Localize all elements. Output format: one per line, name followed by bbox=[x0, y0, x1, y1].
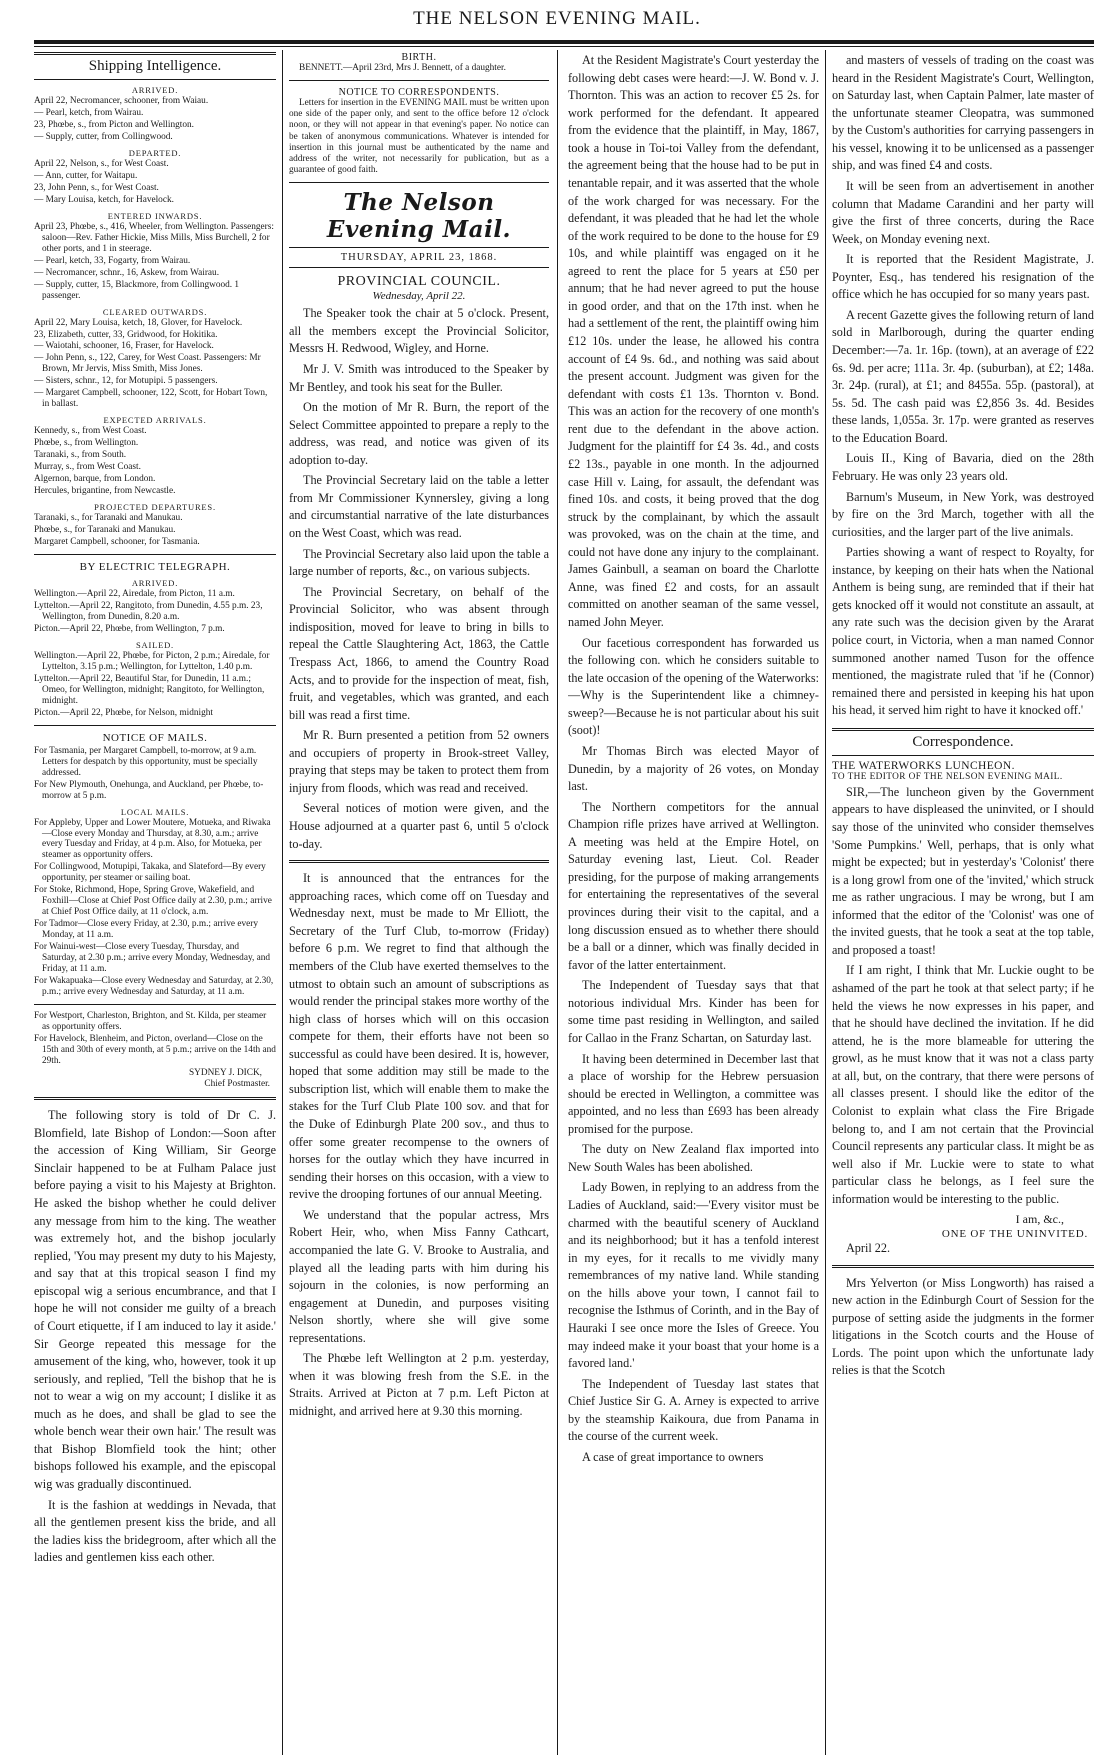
paragraph: Phœbe, s., for Taranaki and Manukau. bbox=[34, 525, 176, 536]
column-1 bbox=[34, 52, 276, 1752]
paragraph: April 23, Phœbe, s., 416, Wheeler, from Wellington. Passengers: saloon—Rev. Father Hickie, Miss Mills, Miss Burchell, 2 for other ports, and 1 in steerage. bbox=[34, 221, 274, 254]
shipping-heading: Shipping Intelligence. bbox=[34, 52, 276, 80]
paragraph: It is reported that the Resident Magistrate, J. Poynter, Esq., has tendered his resignation of the office which he has occupied for so many years past. bbox=[832, 252, 1094, 302]
paragraph: — Necromancer, schnr., 16, Askew, from Wairau. bbox=[34, 267, 220, 278]
paragraph: April 22, Mary Louisa, ketch, 18, Glover, for Havelock. bbox=[34, 317, 243, 328]
paragraph: The Phœbe left Wellington at 2 p.m. yesterday, when it was blowing fresh from the S.E. in the Straits. Arrived at Picton at 7 p.m. Left Picton at midnight, and arrived here at 9.30 this morning. bbox=[289, 1351, 549, 1418]
paragraph: For New Plymouth, Onehunga, and Auckland, per Phœbe, to-morrow at 5 p.m. bbox=[34, 779, 264, 801]
paragraph: For Tadmor—Close every Friday, at 2.30, p.m.; arrive every Monday, at 11 a.m. bbox=[34, 919, 258, 941]
tel-arrived-heading: ARRIVED. bbox=[131, 578, 179, 588]
news-text bbox=[568, 52, 819, 1466]
races-text bbox=[289, 870, 549, 1420]
arrived-heading: ARRIVED. bbox=[131, 85, 179, 95]
divider bbox=[34, 725, 276, 726]
paragraph: — Ann, cutter, for Waitapu. bbox=[34, 170, 138, 181]
notice-heading: NOTICE TO CORRESPONDENTS. bbox=[338, 87, 500, 99]
paragraph: The duty on New Zealand flax imported into New South Wales has been abolished. bbox=[568, 1142, 819, 1174]
paragraph: — Sisters, schnr., 12, for Motupipi. 5 passengers. bbox=[34, 376, 218, 387]
paragraph: For Wainui-west—Close every Tuesday, Thursday, and Saturday, at 2.30 p.m.; arrive every Monday, Wednesday, and Friday, at 11 a.m. bbox=[34, 942, 271, 975]
paragraph: — Margaret Campbell, schooner, 122, Scott, for Hobart Town, in ballast. bbox=[34, 388, 268, 410]
paragraph: The Northern competitors for the annual Champion rifle prizes have arrived at Wellington. A meeting was held at the Empire Hotel, on Saturday evening last, Lieut. Col. Reader presiding, for the purpose of making arrangements for entertaining the representatives of the several provinces during their visit to the capital, and a long discussion ensued as to whether there should be a ball or a dinner, which was finally decided in favor of the latter entertainment. bbox=[568, 799, 819, 972]
paragraph: We understand that the popular actress, Mrs Robert Heir, who, when Miss Fanny Cathcart, accompanied the late G. V. Brooke to Australia, and played all the leading parts with him during his sojourn in the colonies, is now performing an engagement at Dunedin, and purposes visiting Nelson shortly, where she will give some representations. bbox=[289, 1207, 549, 1345]
paragraph: Margaret Campbell, schooner, for Tasmania. bbox=[34, 537, 200, 548]
entered-list bbox=[34, 222, 276, 302]
paragraph: — Pearl, ketch, from Wairau. bbox=[34, 107, 144, 118]
paper-title: The Nelson Evening Mail. bbox=[326, 189, 512, 244]
paragraph: — Mary Louisa, ketch, for Havelock. bbox=[34, 194, 174, 205]
paragraph: 23, John Penn, s., for West Coast. bbox=[34, 182, 159, 193]
letter-text bbox=[832, 784, 1094, 1209]
paragraph: Lyttelton.—April 22, Beautiful Star, for Dunedin, 11 a.m.; Omeo, for Wellington, midnight; Rangitoto, for Wellington, midnight. bbox=[34, 673, 265, 706]
paragraph: For Collingwood, Motupipi, Takaka, and Slateford—By every opportunity, per steamer or sailing boat. bbox=[34, 862, 266, 884]
paragraph: It is announced that the entrances for the approaching races, which come off on Tuesday and Wednesday next, must be made to Mr Elliott, the Secretary of the Turf Club, to-morrow (Friday) before 6 p.m. We regret to find that although the members of the Club have exerted themselves to the utmost to obtain such an amount of subscriptions as would render the principal stakes more worthy of the high class of horses which will on this occasion compete for them, their efforts have not been so successful as could have been desired. It is, however, hoped that some addition may still be made to the subscription list, which will enable them to make the stakes for the Turf Club Plate 100 sov. and that for the Duke of Edinburgh Plate 200 sov., and thus to offer some greater recompense to the owners of horses for the outlay which they have incurred in sending their horses on this occasion, with a view to revive the drooping fortunes of our annual Meeting. bbox=[289, 871, 549, 1202]
paragraph: Barnum's Museum, in New York, was destroyed by fire on the 3rd March, together with all the curiosities, and the larger part of the live animals. bbox=[832, 489, 1094, 539]
council-date: Wednesday, April 22. bbox=[372, 290, 466, 303]
paragraph: Phœbe, s., from Wellington. bbox=[34, 438, 139, 449]
dateline: THURSDAY, APRIL 23, 1868. bbox=[289, 247, 549, 268]
paragraph: Picton.—April 22, Phœbe, for Nelson, midnight bbox=[34, 707, 213, 718]
departed-heading: DEPARTED. bbox=[128, 147, 182, 158]
mails-heading: NOTICE OF MAILS. bbox=[102, 731, 208, 744]
masthead-rule-thin bbox=[34, 46, 1094, 47]
paragraph: Louis II., King of Bavaria, died on the 28th February. He was only 23 years old. bbox=[832, 451, 1094, 483]
paragraph: At the Resident Magistrate's Court yesterday the following debt cases were heard:—J. W. Bond v. J. Thornton. This was an action to recover £5 2s. for work performed for the defendant. It appeared from the evidence that the plaintiff, in May, 1867, took a house in Toi-toi Valley from the defendant, the agreement being that the house had to be put in tenantable repair, and it was asserted that the whole of the work charged for was necessary. For the defendant, it was pleaded that he had let the whole of the work required to be done to the house for £9 10s, and while plaintiff was engaged on it he agreed to rent the place for 5 years at £50 per annum; that he had never agreed to put the house in good order, and that on the 17th inst. when he had a settlement of the rent, the plaintiff owing him £12 10s. under the lease, he allowed his contra account of £4 9s. 6d., and nothing was said about the present account. Judgment was given for the defendant with costs £1 13s. Thornton v. Bond. This was an action for the recovery of one month's rent due to the defendant in the above action. Judgment for the plaintiff for £4 3s. 4d., and costs £2 13s., payable in one month. In the adjourned case Hill v. Laing, for assault, the defendant was fined 10s. and costs, it being proved that the dog struck by the complainant, by which the assault was provoked, was on the chain at the time, and could not have done any injury to the complainant. James Gainbull, a seaman on board the Charlotte Anne, was fined £2 and costs, for an assault committed on another seaman of the same vessel, named John Meyer. bbox=[568, 53, 819, 629]
paragraph: It is the fashion at weddings in Nevada, that all the gentlemen present kiss the bride, and all the ladies kiss the bridegroom, after which all the ladies and gentlemen kiss each other. bbox=[34, 1497, 276, 1565]
column-4 bbox=[832, 52, 1094, 1752]
departed-list bbox=[34, 159, 276, 206]
column-2 bbox=[289, 52, 549, 1752]
mails-extra-list bbox=[34, 1011, 276, 1067]
birth-heading: BIRTH. bbox=[401, 52, 437, 63]
paragraph: April 22, Necromancer, schooner, from Waiau. bbox=[34, 96, 209, 106]
paragraph: A case of great importance to owners bbox=[582, 1449, 764, 1464]
arrived-list bbox=[34, 96, 276, 143]
paragraph: — Supply, cutter, from Collingwood. bbox=[34, 131, 173, 142]
paragraph: and masters of vessels of trading on the coast was heard in the Resident Magistrate's Court, Wellington, on Saturday last, when Captain Palmer, late master of the unfortunate steamer Cleopatra, was summoned by the Custom's authorities for carrying passengers in his vessel, knowing it to be unlicensed as a passenger ship, and was fined £4 and costs. bbox=[832, 53, 1094, 173]
paragraph: For Westport, Charleston, Brighton, and St. Kilda, per steamer as opportunity offers. bbox=[34, 1011, 267, 1032]
news-text-continued bbox=[832, 52, 1094, 720]
divider bbox=[289, 860, 549, 863]
divider bbox=[34, 1097, 276, 1100]
divider bbox=[34, 554, 276, 555]
paragraph: For Stoke, Richmond, Hope, Spring Grove, Wakefield, and Foxhill—Close at Chief Post Office daily at 2.30, p.m.; arrive at Chief Post Office daily, at 11 o'clock, a.m. bbox=[34, 885, 272, 918]
paragraph: Lady Bowen, in replying to an address from the Ladies of Auckland, said:—'Every visitor must be charmed with the beautiful scenery of Auckland and its neighborhood; but it has a tenfold interest in my eyes, for it recalls to me vividly many remembrances of my native land. While standing on the hills above your town, I cannot fail to recognise the Isthmus of Corinth, and in the Bay of Hauraki I see once more the Isles of Greece. You may indeed make it your boast that your home is a favored land.' bbox=[568, 1180, 819, 1371]
cleared-heading: CLEARED OUTWARDS. bbox=[102, 306, 208, 317]
paragraph: Taranaki, s., for Taranaki and Manukau. bbox=[34, 513, 183, 524]
divider bbox=[289, 80, 549, 81]
column-rule bbox=[825, 50, 826, 1755]
paragraph: If I am right, I think that Mr. Luckie ought to be ashamed of the part he took at that select party; if he held the views he now expresses in his paper, and that he should have declined the invitation. If he did attend, he is the more blameable for uttering the growl, as he must know that it was not a class party at all, but, on the contrary, that there were persons of all classes present. I should like the editor of the Colonist to explain what class the Fire Brigade belong to, and I am not certain that the Provincial Council represents any particular class. It might be as well also if Mr. Luckie were to state to what particular class he belongs, as I feel sure the information would be interesting to the public. bbox=[832, 963, 1094, 1206]
letter-signoff: I am, &c., bbox=[1015, 1212, 1064, 1227]
paragraph: — Pearl, ketch, 33, Fogarty, from Wairau. bbox=[34, 255, 191, 266]
divider bbox=[34, 1004, 276, 1005]
paragraph: The Provincial Secretary laid on the table a letter from Mr Commissioner Kynnersley, giving a long and circumstantial narrative of the late disturbances on the West Coast, which was read. bbox=[289, 473, 549, 540]
entered-heading: ENTERED INWARDS. bbox=[107, 210, 203, 221]
masthead: THE NELSON EVENING MAIL. bbox=[413, 8, 701, 29]
paragraph: Mr Thomas Birch was elected Mayor of Dunedin, by a majority of 26 votes, on Monday last. bbox=[568, 743, 819, 794]
mails-list bbox=[34, 746, 276, 802]
letter-date: April 22. bbox=[846, 1241, 891, 1256]
paragraph: It will be seen from an advertisement in another column that Madame Carandini and her party will give the first of three concerts, during the Race Week, on Monday evening next. bbox=[832, 178, 1094, 246]
cleared-list bbox=[34, 318, 276, 411]
column-rule bbox=[557, 50, 558, 1755]
paragraph: Kennedy, s., from West Coast. bbox=[34, 426, 147, 437]
paragraph: Taranaki, s., from South. bbox=[34, 450, 127, 461]
local-mails-list bbox=[34, 818, 276, 999]
paragraph: Murray, s., from West Coast. bbox=[34, 462, 141, 473]
paragraph: The Independent of Tuesday says that that notorious individual Mrs. Kinder has been for some time past residing in Wellington, and sailed for Callao in the Franz Schartan, on Saturday last. bbox=[568, 978, 819, 1045]
expected-heading: EXPECTED ARRIVALS. bbox=[103, 415, 207, 426]
expected-list bbox=[34, 426, 276, 497]
paragraph: April 22, Nelson, s., for West Coast. bbox=[34, 158, 169, 169]
divider bbox=[832, 1265, 1094, 1268]
letter-title: THE WATERWORKS LUNCHEON. bbox=[832, 759, 1015, 772]
paragraph: Our facetious correspondent has forwarded us the following con. which he considers suitable to the late occasion of the opening of the Waterworks:—Why is the Superintendent like a chimney-sweep?—Because he is not particular about his suit (soot)! bbox=[568, 635, 819, 738]
paragraph: The Speaker took the chair at 5 o'clock. Present, all the members except the Provincial Solicitor, Messrs H. Redwood, Wigley, and Horne. bbox=[289, 306, 549, 356]
letter-signature: ONE OF THE UNINVITED. bbox=[941, 1228, 1088, 1241]
tel-sailed-list bbox=[34, 651, 276, 719]
paragraph: Wellington.—April 22, Phœbe, for Picton, 2 p.m.; Airedale, for Lyttelton, 3.15 p.m.; Wellington, for Lyttelton, 1.40 p.m. bbox=[34, 650, 270, 672]
paragraph: Lyttelton.—April 22, Rangitoto, from Dunedin, 4.55 p.m. 23, Wellington, from Dunedin, 8.20 a.m. bbox=[34, 600, 263, 622]
paragraph: — Waiotahi, schooner, 16, Fraser, for Havelock. bbox=[34, 341, 214, 352]
paragraph: The Provincial Secretary also laid upon the table a large number of reports, &c., on various subjects. bbox=[289, 546, 549, 579]
letter-recipient: TO THE EDITOR OF THE NELSON EVENING MAIL. bbox=[832, 771, 1063, 782]
paragraph: The following story is told of Dr C. J. Blomfield, late Bishop of London:—Soon after the accession of King William, Sir George Sinclair happened to be at Fulham Palace just before paying a visit to his Majesty at Brighton. He asked the bishop whether he could deliver any message from him to the king. The weather was extremely hot, and the bishop jocularly replied, 'You may present my duty to his Majesty, and say that at this tropical season I find my episcopal wig a serious encumbrance, and that I hope he will not consider me guilty of a breach of Court etiquette, if I am induced to lay it aside.' Sir George repeated this message for the amusement of the king, who, however, took it up seriously, and replied, 'Tell the bishop that he is not to wear a wig on my account; I dislike it as much as he does, and shall be glad to see the whole bench wear their own hair.' The result was that Bishop Blomfield took the hint; other bishops followed his example, and the episcopal wig was gradually discontinued. bbox=[34, 1108, 276, 1491]
paragraph: For Tasmania, per Margaret Campbell, to-morrow, at 9 a.m. Letters for despatch by this opportunity, must be specially addressed. bbox=[34, 745, 258, 778]
tel-arrived-list bbox=[34, 589, 276, 635]
paragraph: Algernon, barque, from London. bbox=[34, 474, 156, 485]
paragraph: Several notices of motion were given, and the House adjourned at a quarter past 6, until 5 o'clock to-day. bbox=[289, 801, 549, 851]
council-text bbox=[289, 305, 549, 853]
paragraph: For Havelock, Blenheim, and Picton, overland—Close on the 15th and 30th of every month, at 5 p.m.; arrive on the 14th and 29th. bbox=[34, 1033, 276, 1066]
birth-notice: BENNETT.—April 23rd, Mrs J. Bennett, of a daughter. bbox=[299, 63, 506, 73]
paragraph: Parties showing a want of respect to Royalty, for instance, by keeping on their hats when the National Anthem is being sung, are reminded that if their hat gets knocked off it would not constitute an assault, at any rate such was the decision given by the Ararat police court, in Victoria, when a man named Connor summoned another named Tuson for the offence mentioned, the magistrate ruled that 'if he (Connor) remained there and persisted in keeping his hat upon his head, it served him right to have it knocked off.' bbox=[832, 545, 1094, 718]
paragraph: For Appleby, Upper and Lower Moutere, Motueka, and Riwaka—Close every Monday and Thursday, at 8.30, a.m.; arrive every Tuesday and Friday, at 4 p.m. Also, for Motueka, per steamer as opportunity offers. bbox=[34, 817, 271, 861]
paragraph: SIR,—The luncheon given by the Government appears to have displeased the uninvited, or I should say those of the uninvited who consider themselves 'Some Pumpkins.' Well, perhaps, that is only what might be expected; but in yesterday's 'Colonist' there is a long growl from one of the 'invited,' which struck me as rather ungracious. I may be wrong, but I am informed that the editor of the 'Colonist' was one of the invited guests, that he took a seat at the top table, and proposed a toast! bbox=[832, 784, 1094, 957]
paragraph: It having been determined in December last that a place of worship for the Hebrew persuasion should be erected in Wellington, a committee was appointed, and no less than £693 has been already promised for the purpose. bbox=[568, 1051, 819, 1136]
paragraph: The Provincial Secretary, on behalf of the Provincial Solicitor, who was absent through indisposition, moved for leave to bring in bills to repeal the Cattle Slaughtering Act, 1863, the Cattle Trespass Act, 1866, to amend the Country Road Acts, and to provide for the inspection of meat, fish, fruit, and vegetables, which was granted, and each bill was read a first time. bbox=[289, 584, 549, 722]
correspondence-heading: Correspondence. bbox=[832, 728, 1094, 756]
telegraph-heading: BY ELECTRIC TELEGRAPH. bbox=[79, 561, 231, 573]
paragraph: 23, Elizabeth, cutter, 33, Gridwood, for Hokitika. bbox=[34, 329, 218, 340]
postmaster-name: SYDNEY J. DICK, bbox=[189, 1067, 262, 1078]
tel-sailed-heading: SAILED. bbox=[136, 639, 174, 650]
council-heading: PROVINCIAL COUNCIL. bbox=[337, 274, 501, 290]
local-mails-heading: LOCAL MAILS. bbox=[120, 806, 190, 817]
projected-list bbox=[34, 513, 276, 548]
paragraph: Wellington.—April 22, Airedale, from Picton, 11 a.m. bbox=[34, 589, 235, 599]
paragraph: A recent Gazette gives the following return of land sold in Marlborough, during the quarter ending December:—7a. 1r. 16p. (town), at an average of £22 6s. 9d. per acre; 111a. 3r. 4p. (suburban), at £2; 148a. 3r. 24p. (rural), at £1; and 8455a. 55p. (pastoral), at 5s. 5d. The cash paid was £2,856 3s. 4d. Besides these lands, 1,055a. 3r. 17p. were granted as reserves to the Education Board. bbox=[832, 307, 1094, 445]
paragraph: — Supply, cutter, 15, Blackmore, from Collingwood. 1 passenger. bbox=[34, 279, 240, 301]
paragraph: On the motion of Mr R. Burn, the report of the Select Committee appointed to prepare a reply to the address, was read, and notice was given of its adoption to-day. bbox=[289, 400, 549, 467]
divider bbox=[289, 182, 549, 183]
paragraph: The Independent of Tuesday last states that Chief Justice Sir G. A. Arney is expected to arrive by the steamship Kaikoura, due from Panama in the course of the current week. bbox=[568, 1376, 819, 1444]
paragraph: Mr J. V. Smith was introduced to the Speaker by Mr Bentley, and took his seat for the Buller. bbox=[289, 361, 549, 394]
paragraph: 23, Phœbe, s., from Picton and Wellington. bbox=[34, 119, 194, 130]
masthead-rule bbox=[34, 40, 1094, 44]
column-3 bbox=[568, 52, 819, 1752]
paragraph: Picton.—April 22, Phœbe, from Wellington, 7 p.m. bbox=[34, 623, 225, 634]
story-text bbox=[34, 1107, 276, 1567]
column-rule bbox=[282, 50, 283, 1755]
paragraph: — John Penn, s., 122, Carey, for West Coast. Passengers: Mr Brown, Mr Jervis, Miss Smith, Miss Jones. bbox=[34, 353, 261, 375]
postmaster-title: Chief Postmaster. bbox=[204, 1079, 270, 1090]
paragraph: Hercules, brigantine, from Newcastle. bbox=[34, 486, 176, 497]
notice-text: Letters for insertion in the EVENING MAIL must be written upon one side of the paper only, and sent to the office before 12 o'clock noon, or they will not appear in that evening's paper. No notice can be taken of anonymous communications. Whatever is intended for insertion in this journal must be authenticated by the name and address of the writer, not necessarily for publication, but as a guarantee of good faith. bbox=[289, 98, 549, 176]
paragraph: Mr R. Burn presented a petition from 52 owners and occupiers of property in Brook-street Valley, praying that steps may be taken to protect them from injury from floods, which was read and received. bbox=[289, 728, 549, 795]
projected-heading: PROJECTED DEPARTURES. bbox=[94, 502, 216, 513]
yelverton-text: Mrs Yelverton (or Miss Longworth) has raised a new action in the Edinburgh Court of Session for the purpose of setting aside the judgments in the former litigations in the Scotch courts and the House of Lords. The point upon which the unfortunate lady relies is that the Scotch bbox=[832, 1275, 1094, 1378]
paragraph: For Wakapuaka—Close every Wednesday and Saturday, at 2.30, p.m.; arrive every Wednesday and Saturday, at 11 a.m. bbox=[34, 976, 274, 998]
